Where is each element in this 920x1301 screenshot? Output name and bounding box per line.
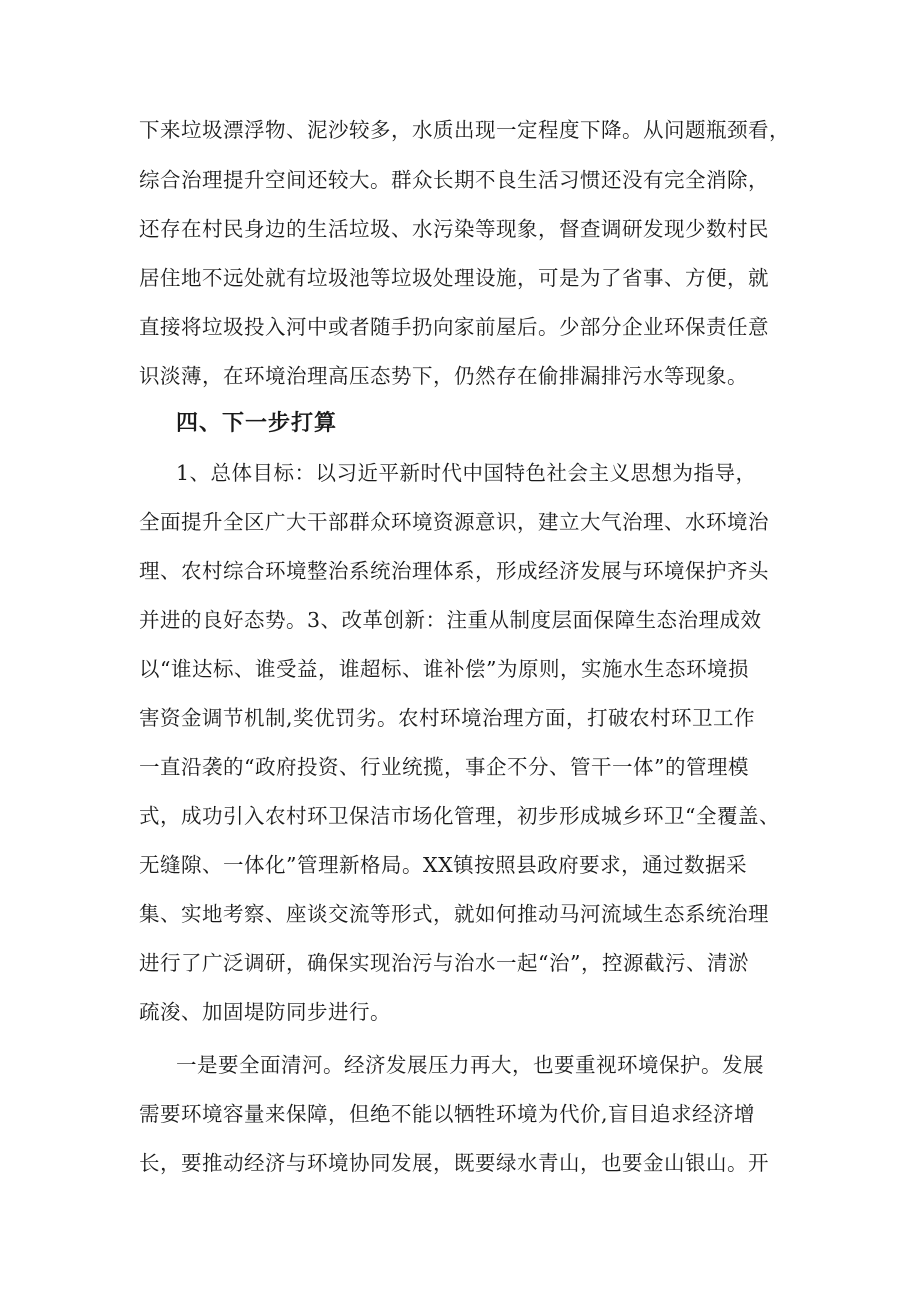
paragraph-line: 集、实地考察、座谈交流等形式，就如何推动马河流域生态系统治理	[139, 902, 769, 926]
paragraph-line: 1、总体目标：以习近平新时代中国特色社会主义思想为指导，	[176, 461, 757, 485]
paragraph-line: 下来垃圾漂浮物、泥沙较多，水质出现一定程度下降。从问题瓶颈看，	[139, 118, 790, 142]
paragraph-line: 一直沿袭的“政府投资、行业统揽，事企不分、管干一体”的管理模	[139, 755, 749, 779]
paragraph-line: 直接将垃圾投入河中或者随手扔向家前屋后。少部分企业环保责任意	[139, 315, 769, 339]
paragraph-line: 居住地不远处就有垃圾池等垃圾处理设施，可是为了省事、方便，就	[139, 266, 769, 290]
paragraph-line: 疏浚、加固堤防同步进行。	[139, 1000, 391, 1024]
paragraph-line: 害资金调节机制,奖优罚劣。农村环境治理方面，打破农村环卫工作	[139, 706, 756, 730]
paragraph-line: 以“谁达标、谁受益，谁超标、谁补偿”为原则，实施水生态环境损	[139, 657, 749, 681]
paragraph-line: 识淡薄，在环境治理高压态势下，仍然存在偷排漏排污水等现象。	[139, 364, 748, 388]
paragraph-line: 综合治理提升空间还较大。群众长期不良生活习惯还没有完全消除，	[139, 168, 769, 192]
paragraph-line: 并进的良好态势。3、改革创新：注重从制度层面保障生态治理成效	[139, 608, 762, 632]
section-heading: 四、下一步打算	[176, 411, 338, 436]
paragraph-line: 式，成功引入农村环卫保洁市场化管理，初步形成城乡环卫“全覆盖、	[139, 804, 780, 828]
paragraph-line: 全面提升全区广大干部群众环境资源意识，建立大气治理、水环境治	[139, 510, 769, 534]
paragraph-line: 进行了广泛调研，确保实现治污与治水一起“治”，控源截污、清淤	[139, 951, 749, 975]
paragraph-line: 长，要推动经济与环境协同发展，既要绿水青山，也要金山银山。开	[139, 1151, 769, 1175]
paragraph-line: 理、农村综合环境整治系统治理体系，形成经济发展与环境保护齐头	[139, 559, 769, 583]
paragraph-line: 还存在村民身边的生活垃圾、水污染等现象，督查调研发现少数村民	[139, 217, 769, 241]
paragraph-line: 一是要全面清河。经济发展压力再大，也要重视环境保护。发展	[176, 1053, 764, 1077]
paragraph-line: 无缝隙、一体化”管理新格局。XX镇按照县政府要求，通过数据采	[139, 853, 748, 877]
paragraph-line: 需要环境容量来保障，但绝不能以牺牲环境为代价,盲目追求经济增	[139, 1102, 756, 1126]
